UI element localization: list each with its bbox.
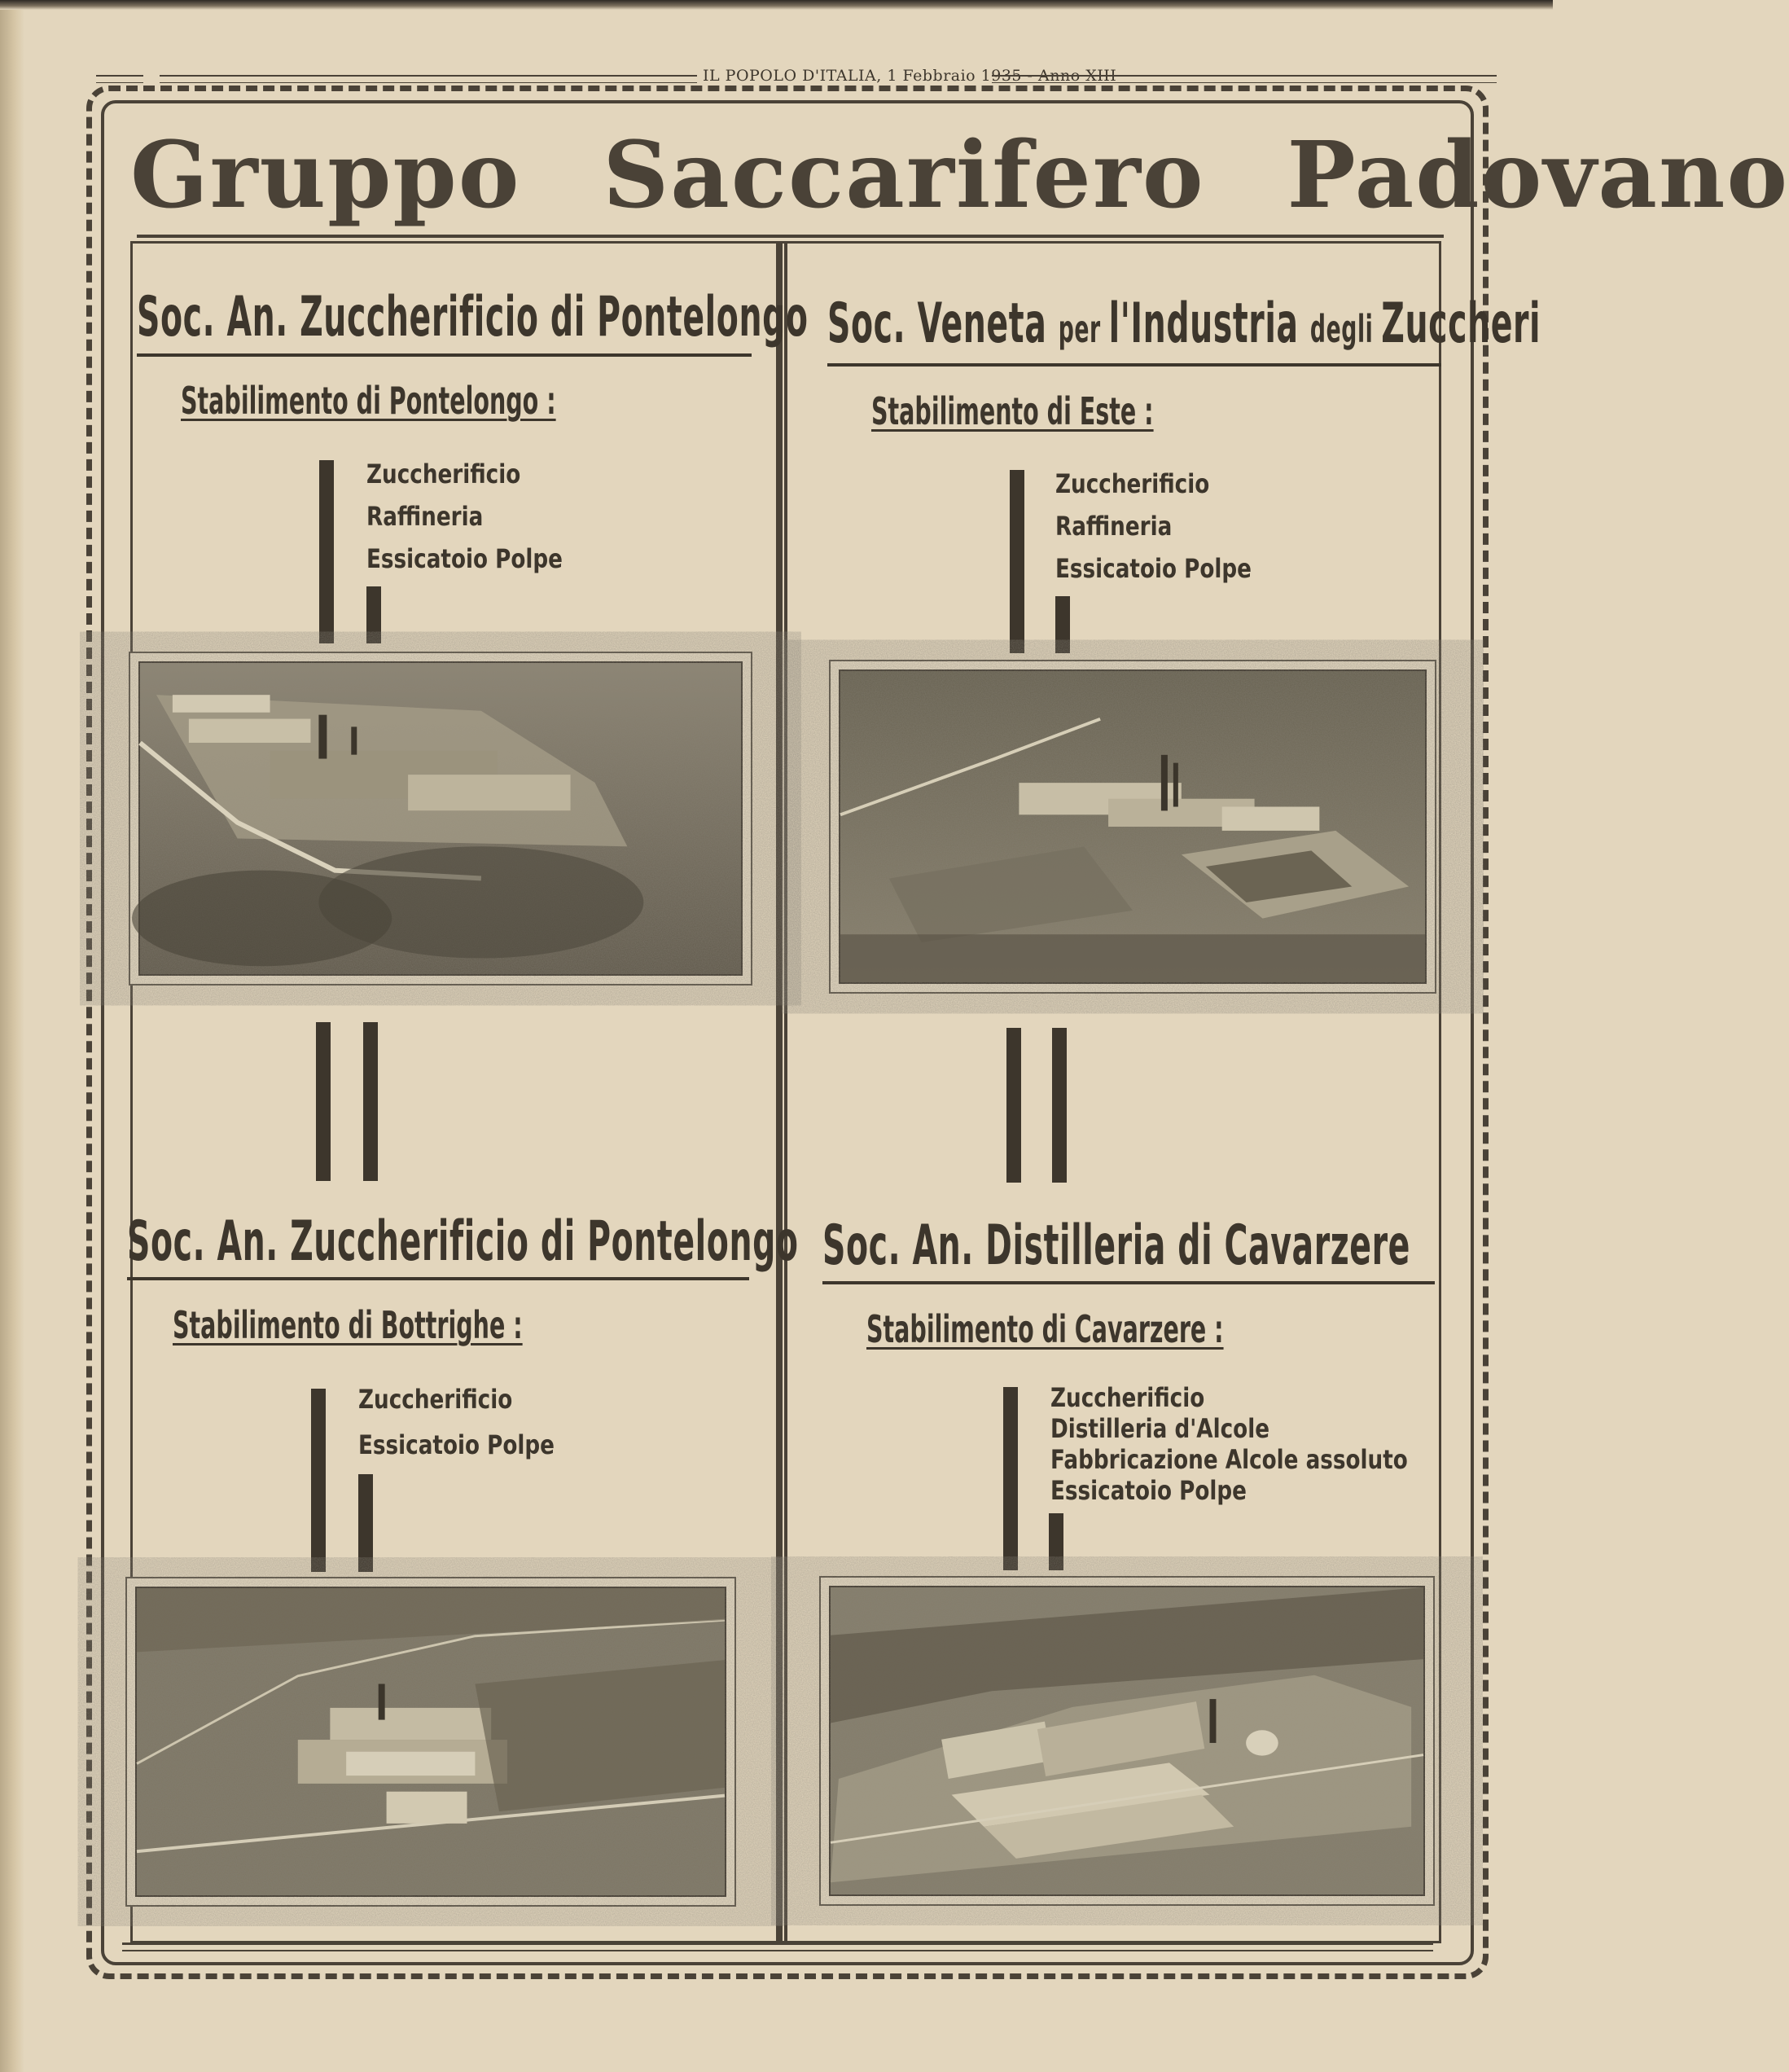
facility-item: Raffineria [366,501,484,532]
decorative-bar [316,1022,331,1181]
plant-name: Stabilimento di Bottrighe : [173,1303,523,1347]
plant-name: Stabilimento di Este : [871,389,1154,433]
decorative-bar [319,460,334,643]
aerial-photo [829,1586,1425,1896]
decorative-bar [1049,1513,1063,1570]
facility-item: Zuccherificio [1055,468,1210,499]
facility-list [358,1376,555,1468]
facility-item: Essicatoio Polpe [1050,1475,1247,1506]
decorative-bar [1006,1028,1021,1183]
company-name: Soc. An. Zuccherificio di Pontelongo [137,285,809,349]
decorative-bar [363,1022,378,1181]
ad-title: Gruppo Saccarifero Padovano [130,122,1789,229]
facility-item: Essicatoio Polpe [1055,553,1252,584]
photo-frame [129,652,752,986]
decorative-bar [1010,470,1024,653]
facility-item: Essicatoio Polpe [358,1429,555,1460]
masthead-rule [992,75,1497,83]
aerial-view-bottrighe [137,1588,725,1895]
aerial-view-pontelongo [140,663,741,974]
facility-item: Fabbricazione Alcole assoluto [1050,1444,1408,1475]
bottom-rule [122,1942,1433,1951]
masthead-text: IL POPOLO D'ITALIA, 1 Febbraio 1935 - Anno XIII [703,67,1117,85]
plant-name: Stabilimento di Cavarzere : [866,1307,1224,1351]
aerial-view-cavarzere [831,1587,1423,1894]
scan-edge-top [0,0,1553,10]
company-name: Soc. An. Distilleria di Cavarzere [822,1214,1410,1278]
column-divider [776,241,787,1943]
facility-list [1050,1382,1408,1506]
decorative-bar [1052,1028,1067,1183]
masthead-rule [160,75,697,83]
title-rule [137,235,1444,238]
decorative-bar [366,586,381,643]
aerial-photo [138,661,743,976]
facility-list [366,453,563,580]
photo-frame [829,660,1436,994]
plant-name: Stabilimento di Pontelongo : [181,379,556,423]
company-name: Soc. An. Zuccherificio di Pontelongo [127,1209,799,1274]
facility-item: Distilleria d'Alcole [1050,1413,1269,1444]
company-underline [827,363,1441,367]
scan-edge [0,0,24,2072]
masthead-rule [96,75,143,83]
bleed-through-text [676,1033,1409,1052]
facility-item: Zuccherificio [1050,1382,1205,1413]
aerial-view-este [840,671,1425,982]
company-underline [137,353,752,357]
photo-frame [819,1576,1435,1906]
facility-list [1055,463,1252,590]
decorative-bar [311,1389,326,1572]
facility-item: Essicatoio Polpe [366,543,563,574]
aerial-photo [839,669,1427,984]
decorative-bar [1055,596,1070,653]
company-underline [127,1277,749,1280]
bleed-through-text [57,1033,252,1052]
photo-frame [125,1577,736,1907]
aerial-photo [135,1587,726,1897]
decorative-bar [1003,1387,1018,1570]
facility-item: Zuccherificio [358,1384,513,1415]
decorative-bar [358,1474,373,1572]
company-underline [822,1281,1435,1284]
company-name: Soc. Veneta per l'Industria degli Zuccheri [827,292,1541,356]
facility-item: Raffineria [1055,511,1173,542]
facility-item: Zuccherificio [366,459,521,489]
